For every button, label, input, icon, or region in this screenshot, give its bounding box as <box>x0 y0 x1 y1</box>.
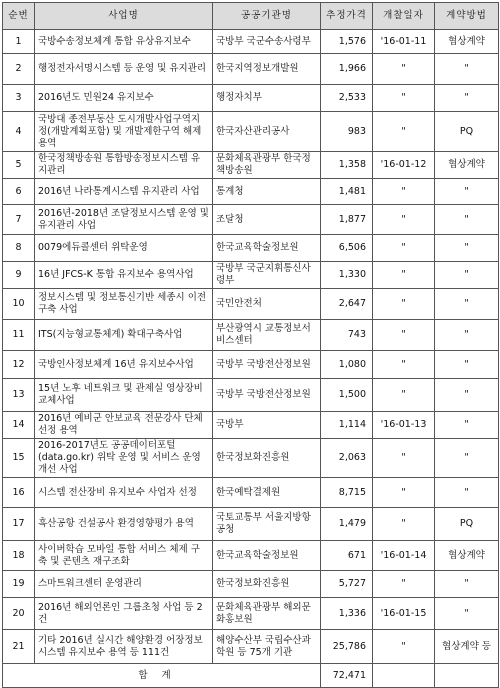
cell-date: " <box>373 379 435 412</box>
cell-price: 25,786 <box>321 630 373 664</box>
cell-price: 1,358 <box>321 152 373 179</box>
cell-project-name: 국방대 종전부동산 도시개발사업구역지정(개발계획포함) 및 개발제한구역 해제용역 <box>35 112 213 152</box>
cell-date: " <box>373 205 435 235</box>
cell-price: 1,114 <box>321 412 373 439</box>
table-row <box>3 541 499 571</box>
cell-price: 983 <box>321 112 373 152</box>
cell-project-name: 행정전자서명시스템 등 운영 및 유지관리 <box>35 54 213 85</box>
cell-method: " <box>435 478 499 508</box>
cell-method: 협상계약 <box>435 30 499 54</box>
cell-no: 14 <box>3 412 35 439</box>
cell-date: " <box>373 571 435 598</box>
cell-no: 9 <box>3 262 35 289</box>
cell-price: 671 <box>321 541 373 571</box>
cell-method: PQ <box>435 508 499 541</box>
cell-no: 1 <box>3 30 35 54</box>
cell-project-name: 2016년 해외언론인 그룹초청 사업 등 2건 <box>35 598 213 630</box>
cell-agency: 부산광역시 교통정보서비스센터 <box>213 320 321 351</box>
cell-no: 20 <box>3 598 35 630</box>
cell-agency: 국방부 국방전산정보원 <box>213 379 321 412</box>
cell-price: 1,481 <box>321 179 373 205</box>
cell-date: " <box>373 630 435 664</box>
table-row <box>3 179 499 205</box>
cell-agency: 한국자산관리공사 <box>213 112 321 152</box>
table-row <box>3 478 499 508</box>
cell-date: '16-01-11 <box>373 30 435 54</box>
cell-agency: 해양수산부 국립수산과학원 등 75개 기관 <box>213 630 321 664</box>
table-row <box>3 235 499 262</box>
table-row <box>3 112 499 152</box>
cell-project-name: 한국정책방송원 통합방송정보시스템 유지관리 <box>35 152 213 179</box>
cell-no: 2 <box>3 54 35 85</box>
cell-no: 17 <box>3 508 35 541</box>
cell-date: " <box>373 235 435 262</box>
cell-project-name: 국방인사정보체계 16년 유지보수사업 <box>35 351 213 379</box>
table-row <box>3 571 499 598</box>
cell-price: 6,506 <box>321 235 373 262</box>
cell-project-name: 기타 2016년 실시간 해양환경 어장정보시스템 유지보수 용역 등 111건 <box>35 630 213 664</box>
cell-method: " <box>435 571 499 598</box>
cell-date: " <box>373 508 435 541</box>
cell-no: 3 <box>3 85 35 112</box>
cell-no: 6 <box>3 179 35 205</box>
cell-date: " <box>373 262 435 289</box>
total-date-empty <box>373 664 435 688</box>
cell-no: 21 <box>3 630 35 664</box>
cell-price: 1,479 <box>321 508 373 541</box>
cell-project-name: 시스템 전산장비 유지보수 사업자 선정 <box>35 478 213 508</box>
header-no: 순번 <box>3 3 35 30</box>
cell-date: '16-01-13 <box>373 412 435 439</box>
header-method: 계약방법 <box>435 3 499 30</box>
cell-price: 2,533 <box>321 85 373 112</box>
cell-project-name: 사이버학습 모바일 통합 서비스 체제 구축 및 콘텐츠 재구조화 <box>35 541 213 571</box>
table-row <box>3 85 499 112</box>
cell-date: " <box>373 289 435 320</box>
cell-no: 12 <box>3 351 35 379</box>
table-row <box>3 205 499 235</box>
cell-method: PQ <box>435 112 499 152</box>
cell-project-name: 2016년 예비군 안보교육 전문강사 단체선정 용역 <box>35 412 213 439</box>
cell-agency: 국방부 국방전산정보원 <box>213 351 321 379</box>
cell-no: 10 <box>3 289 35 320</box>
cell-agency: 한국예탁결제원 <box>213 478 321 508</box>
cell-price: 2,063 <box>321 439 373 478</box>
cell-price: 1,877 <box>321 205 373 235</box>
cell-date: '16-01-15 <box>373 598 435 630</box>
cell-no: 15 <box>3 439 35 478</box>
cell-no: 18 <box>3 541 35 571</box>
cell-project-name: 국방수송정보체계 통합 유상유지보수 <box>35 30 213 54</box>
cell-agency: 한국정보화진흥원 <box>213 439 321 478</box>
cell-method: " <box>435 205 499 235</box>
total-price: 72,471 <box>321 664 373 688</box>
total-method-empty <box>435 664 499 688</box>
cell-project-name: 정보시스템 및 정보통신기반 세종시 이전 구축 사업 <box>35 289 213 320</box>
cell-agency: 문화체육관광부 한국정책방송원 <box>213 152 321 179</box>
cell-method: " <box>435 351 499 379</box>
cell-method: " <box>435 412 499 439</box>
cell-date: " <box>373 439 435 478</box>
cell-date: " <box>373 320 435 351</box>
table-row <box>3 630 499 664</box>
cell-agency: 한국정보화진흥원 <box>213 571 321 598</box>
cell-project-name: 2016년 나라통계시스템 유지관리 사업 <box>35 179 213 205</box>
cell-no: 13 <box>3 379 35 412</box>
header-row <box>3 3 499 30</box>
cell-agency: 한국교육학술정보원 <box>213 541 321 571</box>
cell-method: " <box>435 289 499 320</box>
cell-no: 11 <box>3 320 35 351</box>
bid-table <box>2 2 499 688</box>
cell-no: 8 <box>3 235 35 262</box>
cell-project-name: 2016-2017년도 공공데이터포털(data.go.kr) 위탁 운영 및 서비스 운영 개선 사업 <box>35 439 213 478</box>
table-row <box>3 379 499 412</box>
cell-no: 4 <box>3 112 35 152</box>
cell-agency: 통계청 <box>213 179 321 205</box>
cell-price: 1,500 <box>321 379 373 412</box>
cell-price: 1,576 <box>321 30 373 54</box>
cell-method: 협상계약 <box>435 541 499 571</box>
header-price: 추정가격 <box>321 3 373 30</box>
cell-no: 5 <box>3 152 35 179</box>
cell-method: " <box>435 235 499 262</box>
table-row <box>3 508 499 541</box>
cell-agency: 조달청 <box>213 205 321 235</box>
cell-method: " <box>435 320 499 351</box>
cell-method: 협상계약 등 <box>435 630 499 664</box>
cell-no: 16 <box>3 478 35 508</box>
cell-method: " <box>435 598 499 630</box>
cell-price: 5,727 <box>321 571 373 598</box>
cell-price: 2,647 <box>321 289 373 320</box>
cell-method: " <box>435 54 499 85</box>
cell-agency: 국토교통부 서울지방항공청 <box>213 508 321 541</box>
cell-project-name: ITS(지능형교통체계) 확대구축사업 <box>35 320 213 351</box>
table-row <box>3 439 499 478</box>
table-row <box>3 54 499 85</box>
cell-method: " <box>435 379 499 412</box>
cell-date: '16-01-12 <box>373 152 435 179</box>
cell-date: " <box>373 478 435 508</box>
header-date: 개찰일자 <box>373 3 435 30</box>
total-label: 합계 <box>3 664 321 688</box>
cell-date: " <box>373 112 435 152</box>
table-row <box>3 598 499 630</box>
table-row <box>3 320 499 351</box>
cell-date: " <box>373 179 435 205</box>
table-body <box>3 30 499 688</box>
table-row <box>3 30 499 54</box>
cell-method: " <box>435 85 499 112</box>
table-row <box>3 412 499 439</box>
cell-project-name: 스마트워크센터 운영관리 <box>35 571 213 598</box>
cell-project-name: 0079에듀콜센터 위탁운영 <box>35 235 213 262</box>
cell-agency: 문화체육관광부 해외문화홍보원 <box>213 598 321 630</box>
cell-method: " <box>435 179 499 205</box>
cell-price: 1,966 <box>321 54 373 85</box>
cell-date: '16-01-14 <box>373 541 435 571</box>
cell-date: " <box>373 351 435 379</box>
cell-method: " <box>435 439 499 478</box>
table-row <box>3 289 499 320</box>
cell-agency: 한국교육학술정보원 <box>213 235 321 262</box>
cell-project-name: 15년 노후 네트워크 및 관제실 영상장비 교체사업 <box>35 379 213 412</box>
cell-agency: 한국지역정보개발원 <box>213 54 321 85</box>
header-agency: 공공기관명 <box>213 3 321 30</box>
cell-agency: 행정자치부 <box>213 85 321 112</box>
table-row <box>3 262 499 289</box>
cell-method: 협상계약 <box>435 152 499 179</box>
cell-project-name: 2016년-2018년 조달정보시스템 운영 및 유지관리 사업 <box>35 205 213 235</box>
cell-date: " <box>373 54 435 85</box>
total-row <box>3 664 499 688</box>
cell-project-name: 2016년도 민원24 유지보수 <box>35 85 213 112</box>
cell-agency: 국방부 국군지휘통신사령부 <box>213 262 321 289</box>
cell-agency: 국방부 국군수송사령부 <box>213 30 321 54</box>
cell-no: 7 <box>3 205 35 235</box>
cell-date: " <box>373 85 435 112</box>
cell-price: 8,715 <box>321 478 373 508</box>
cell-project-name: 흑산공항 건설공사 환경영향평가 용역 <box>35 508 213 541</box>
cell-price: 1,080 <box>321 351 373 379</box>
table-row <box>3 152 499 179</box>
cell-agency: 국방부 <box>213 412 321 439</box>
cell-price: 1,336 <box>321 598 373 630</box>
cell-price: 743 <box>321 320 373 351</box>
cell-project-name: 16년 JFCS-K 통합 유지보수 용역사업 <box>35 262 213 289</box>
table-row <box>3 351 499 379</box>
header-project-name: 사업명 <box>35 3 213 30</box>
cell-agency: 국민안전처 <box>213 289 321 320</box>
cell-no: 19 <box>3 571 35 598</box>
cell-price: 1,330 <box>321 262 373 289</box>
cell-method: " <box>435 262 499 289</box>
